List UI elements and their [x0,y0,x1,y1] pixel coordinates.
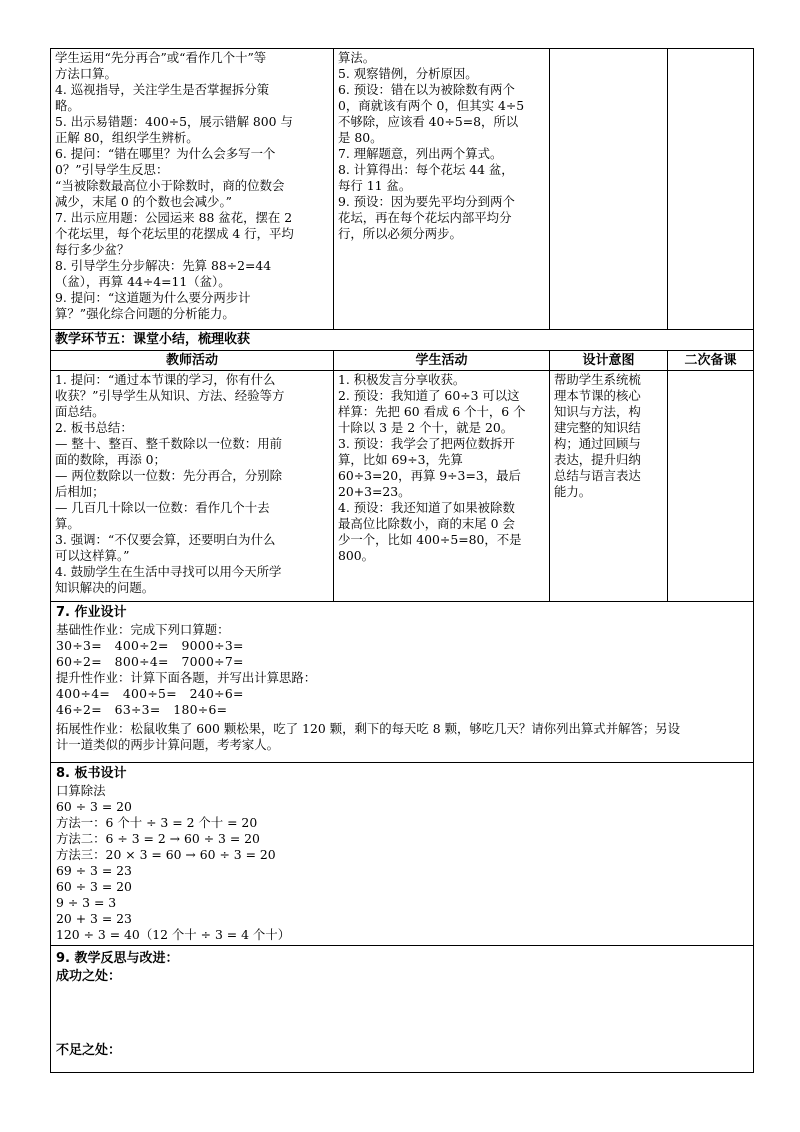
text-line: 4. 预设：我还知道了如果被除数 [338,500,515,515]
text-line: 30÷3= 400÷2= 9000÷3= [56,638,244,653]
stage5-content-row [51,371,754,602]
text-line: 基础性作业：完成下列口算题： [56,622,230,637]
reflection-row [51,946,754,1073]
text-line: 知识与方法，构 [554,404,641,419]
text-line: 面总结。 [55,404,105,419]
text-line: 1. 积极发言分享收获。 [338,372,466,387]
text-line: 能力。 [554,484,592,499]
text-line: 算？”强化综合问题的分析能力。 [55,306,235,321]
header-second-prep: 二次备课 [668,351,754,371]
text-line: 6. 预设：错在以为被除数有两个 [338,82,515,97]
text-line: 0？”引导学生反思： [55,162,169,177]
text-line: 帮助学生系统梳 [554,372,641,387]
homework-cell [51,602,754,763]
lesson-plan-table [50,48,754,1073]
text-line: 正解 80，组织学生辨析。 [55,130,199,145]
text-line: 8. 引导学生分步解决：先算 88÷2=44 [55,258,272,273]
text-line: 9 ÷ 3 = 3 [56,895,117,910]
text-line: 方法三：20 × 3 = 60 → 60 ÷ 3 = 20 [56,847,276,862]
text-line: 花坛，再在每个花坛内部平均分 [338,210,512,225]
text-line: — 两位数除以一位数：先分再合，分别除 [55,468,282,483]
text-line: 少一个，比如 400÷5=80，不是 [338,532,522,547]
text-line: 行，所以必须分两步。 [338,226,462,241]
text-line: 69 ÷ 3 = 23 [56,863,132,878]
text-line: 十除以 3 是 2 个十，就是 20。 [338,420,514,435]
board-design-title: 8. 板书设计 [56,766,127,781]
stage5-intent-cell [550,371,668,602]
stage5-teacher-cell [51,371,334,602]
text-line: 面的数除，再添 0； [55,452,166,467]
text-line: 5. 出示易错题：400÷5，展示错解 800 与 [55,114,293,129]
text-line: 2. 板书总结： [55,420,133,435]
stage5-student-cell [334,371,550,602]
text-line: 800。 [338,548,375,563]
stage5-revision-cell [668,371,754,602]
text-line: 3. 强调：“不仅要会算，还要明白为什么 [55,532,276,547]
text-line: 5. 观察错例，分析原因。 [338,66,478,81]
text-line: 减少，末尾 0 的个数也会减少。” [55,194,232,209]
stage4-revision-cell [668,49,754,330]
text-line: 口算除法 [56,783,106,798]
text-line: 算法。 [338,50,376,65]
text-line: 60÷2= 800÷4= 7000÷7= [56,654,244,669]
text-line: 9. 预设：因为要先平均分到两个 [338,194,515,209]
stage5-title: 教学环节五：课堂小结，梳理收获 [51,330,754,351]
text-line: 46÷2= 63÷3= 180÷6= [56,702,228,717]
text-line: 60 ÷ 3 = 20 [56,879,132,894]
text-line: 1. 提问：“通过本节课的学习，你有什么 [55,372,276,387]
text-line: 后相加； [55,484,105,499]
success-blank-area [56,986,748,1042]
text-line: 收获？”引导学生从知识、方法、经验等方 [55,388,285,403]
text-line: 构；通过回顾与 [554,436,641,451]
text-line: 表达，提升归纳 [554,452,641,467]
text-line: 60 ÷ 3 = 20 [56,799,132,814]
text-line: （盆），再算 44÷4=11（盆）。 [55,274,231,289]
text-line: “当被除数最高位小于除数时，商的位数会 [55,178,285,193]
text-line: 不够除，应该看 40÷5=8，所以 [338,114,519,129]
stage4-continued-row [51,49,754,330]
header-teacher-activity: 教师活动 [51,351,334,371]
text-line: 4. 巡视指导，关注学生是否掌握拆分策 [55,82,270,97]
text-line: 总结与语言表达 [554,468,641,483]
board-design-row [51,763,754,946]
text-line: 7. 出示应用题：公园运来 88 盆花，摆在 2 [55,210,293,225]
text-line: 知识解决的问题。 [55,580,155,595]
text-line: 计一道类似的两步计算问题，考考家人。 [56,737,280,752]
board-design-cell [51,763,754,946]
stage5-title-row [51,330,754,351]
text-line: 60÷3=20，再算 9÷3=3，最后 [338,468,521,483]
text-line: 120 ÷ 3 = 40（12 个十 ÷ 3 = 4 个十） [56,927,291,942]
text-line: 2. 预设：我知道了 60÷3 可以这 [338,388,520,403]
reflection-title: 9. 教学反思与改进： [56,951,179,966]
text-line: 建完整的知识结 [554,420,641,435]
stage4-intent-cell [550,49,668,330]
text-line: — 整十、整百、整千数除以一位数：用前 [55,436,282,451]
text-line: — 几百几十除以一位数：看作几个十去 [55,500,270,515]
text-line: 拓展性作业：松鼠收集了 600 颗松果，吃了 120 颗，剩下的每天吃 8 颗，够吃几天？请你列出算式并解答；另设 [56,721,681,736]
text-line: 9. 提问：“这道题为什么要分两步计 [55,290,251,305]
text-line: 20+3=23。 [338,484,411,499]
text-line: 每行 11 盆。 [338,178,412,193]
text-line: 8. 计算得出：每个花坛 44 盆， [338,162,514,177]
text-line: 略。 [55,98,80,113]
text-line: 理本节课的核心 [554,388,641,403]
text-line: 4. 鼓励学生在生活中寻找可以用今天所学 [55,564,282,579]
shortfall-label: 不足之处： [56,1043,122,1058]
text-line: 样算：先把 60 看成 6 个十，6 个 [338,404,526,419]
text-line: 算。 [55,516,80,531]
text-line: 方法二：6 ÷ 3 = 2 → 60 ÷ 3 = 20 [56,831,260,846]
text-line: 是 80。 [338,130,383,145]
text-line: 可以这样算。” [55,548,130,563]
text-line: 个花坛里，每个花坛里的花摆成 4 行，平均 [55,226,294,241]
homework-row [51,602,754,763]
text-line: 算，比如 69÷3，先算 [338,452,463,467]
text-line: 7. 理解题意，列出两个算式。 [338,146,503,161]
stage4-teacher-cell [51,49,334,330]
text-line: 6. 提问：“错在哪里？为什么会多写一个 [55,146,276,161]
text-line: 方法口算。 [55,66,117,81]
text-line: 提升性作业：计算下面各题，并写出计算思路： [56,670,317,685]
stage4-student-cell [334,49,550,330]
header-design-intent: 设计意图 [550,351,668,371]
header-student-activity: 学生活动 [334,351,550,371]
text-line: 400÷4= 400÷5= 240÷6= [56,686,244,701]
text-line: 每行多少盆？ [55,242,130,257]
success-label: 成功之处： [56,969,122,984]
text-line: 20 + 3 = 23 [56,911,132,926]
text-line: 学生运用“先分再合”或“看作几个十”等 [55,50,267,65]
homework-title: 7. 作业设计 [56,605,127,620]
text-line: 0，商就该有两个 0，但其实 4÷5 [338,98,525,113]
text-line: 最高位比除数小，商的末尾 0 会 [338,516,515,531]
stage5-header-row [51,351,754,371]
text-line: 3. 预设：我学会了把两位数拆开 [338,436,515,451]
text-line: 方法一：6 个十 ÷ 3 = 2 个十 = 20 [56,815,258,830]
reflection-cell [51,946,754,1073]
lesson-plan-page [50,48,753,1073]
